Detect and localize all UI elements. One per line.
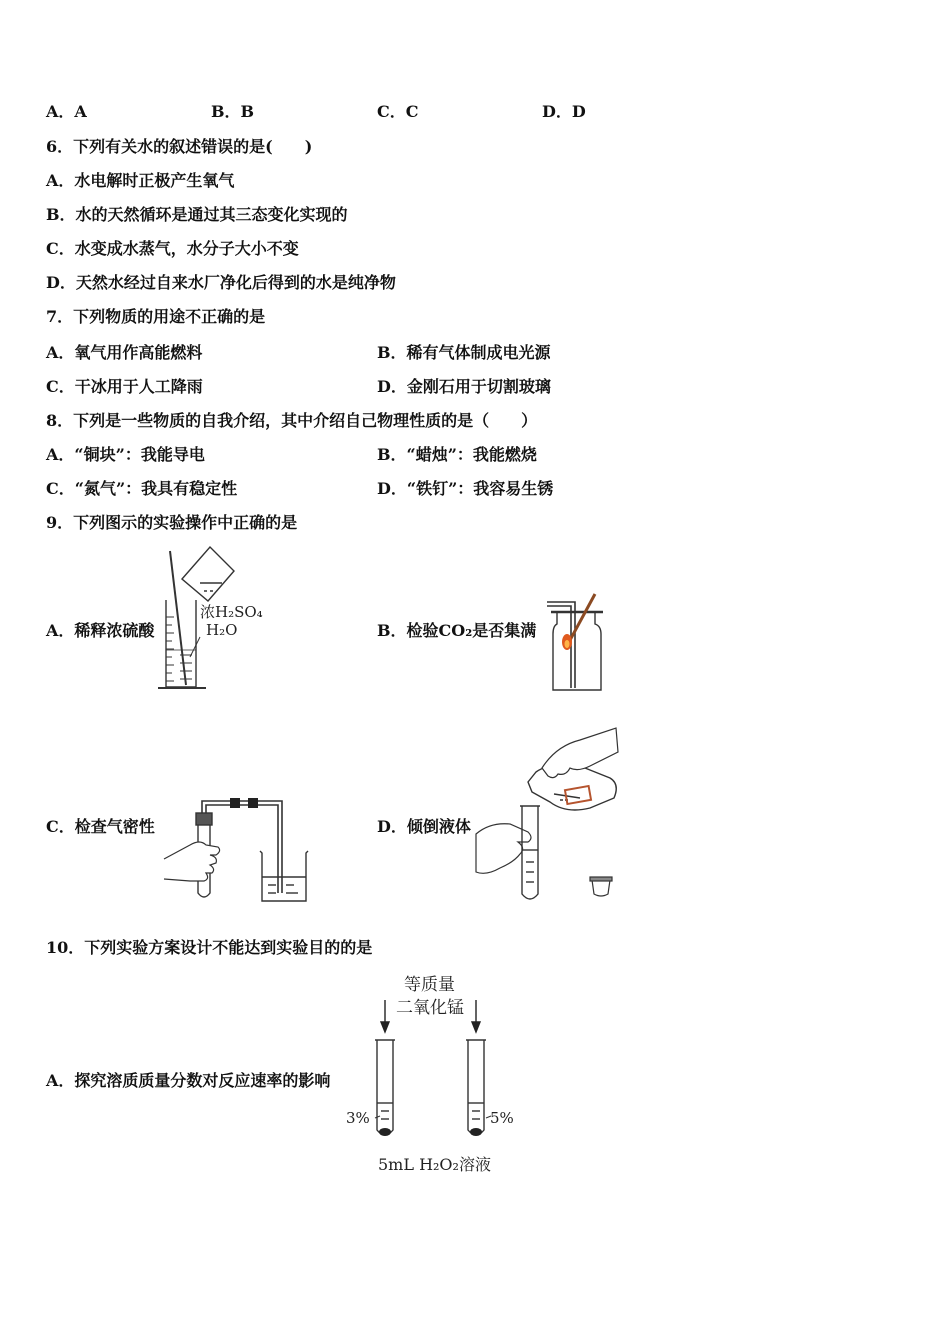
label-h2o2-solution: 5mL H₂O₂溶液 (378, 1155, 491, 1174)
q8-option-b: B．“蜡烛”：我能燃烧 (377, 445, 537, 464)
label-3-percent: 3% (346, 1109, 370, 1127)
q7-option-b: B．稀有气体制成电光源 (377, 343, 551, 362)
q5-option-b: B．B (211, 102, 255, 121)
q9-option-a: A．稀释浓硫酸 (46, 621, 155, 640)
arrow-right (472, 1000, 480, 1032)
dilute-acid-figure (152, 545, 272, 693)
arrow-left (381, 1000, 389, 1032)
q9-option-c: C．检查气密性 (46, 817, 155, 836)
acid-label: 浓H₂SO₄ (200, 603, 263, 621)
test-tube-right (466, 1040, 486, 1135)
q7-option-d: D．金刚石用于切割玻璃 (377, 377, 551, 396)
q5-option-a: A．A (46, 102, 87, 121)
pouring-liquid-svg (470, 722, 620, 902)
water-label: H₂O (206, 621, 238, 639)
q6-option-a: A．水电解时正极产生氧气 (46, 171, 235, 190)
dilute-acid-svg (152, 545, 272, 693)
q8-stem: 8．下列是一些物质的自我介绍，其中介绍自己物理性质的是（ ） (46, 411, 538, 430)
q10-option-a: A．探究溶质质量分数对反应速率的影响 (46, 1071, 331, 1090)
q9-option-b: B．检验CO₂是否集满 (377, 621, 537, 640)
label-5-percent: 5% (490, 1109, 514, 1127)
q6-option-c: C．水变成水蒸气，水分子大小不变 (46, 239, 299, 258)
q9-option-d: D．倾倒液体 (377, 817, 471, 836)
test-tube (520, 806, 540, 899)
q7-stem: 7．下列物质的用途不正确的是 (46, 307, 266, 326)
q10-stem: 10．下列实验方案设计不能达到实验目的的是 (46, 938, 373, 957)
q8-option-a: A．“铜块”：我能导电 (46, 445, 205, 464)
q6-stem: 6．下列有关水的叙述错误的是( ) (46, 137, 313, 156)
q9-stem: 9．下列图示的实验操作中正确的是 (46, 513, 298, 532)
hand-icon (164, 842, 220, 881)
test-tube-left (375, 1040, 395, 1135)
co2-test-svg (545, 590, 607, 694)
airtightness-svg (160, 795, 310, 905)
q5-option-c: C．C (377, 102, 419, 121)
q6-option-b: B．水的天然循环是通过其三态变化实现的 (46, 205, 348, 224)
airtightness-figure (160, 795, 310, 905)
q8-option-d: D．“铁钉”：我容易生锈 (377, 479, 554, 498)
pouring-beaker (182, 547, 234, 601)
q5-option-d: D．D (542, 102, 586, 121)
pouring-liquid-figure (470, 722, 620, 902)
reaction-rate-figure (340, 970, 520, 1180)
q7-option-c: C．干冰用于人工降雨 (46, 377, 203, 396)
label-equal-mass: 等质量 (404, 975, 455, 995)
co2-test-figure (545, 590, 607, 694)
q8-option-c: C．“氮气”：我具有稳定性 (46, 479, 238, 498)
bottle-stopper (590, 877, 612, 896)
beaker (260, 851, 308, 901)
gas-jar (551, 612, 603, 690)
label-mno2: 二氧化锰 (396, 998, 464, 1018)
reaction-rate-svg (340, 970, 520, 1180)
q6-option-d: D．天然水经过自来水厂净化后得到的水是纯净物 (46, 273, 396, 292)
q7-option-a: A．氧气用作高能燃料 (46, 343, 203, 362)
